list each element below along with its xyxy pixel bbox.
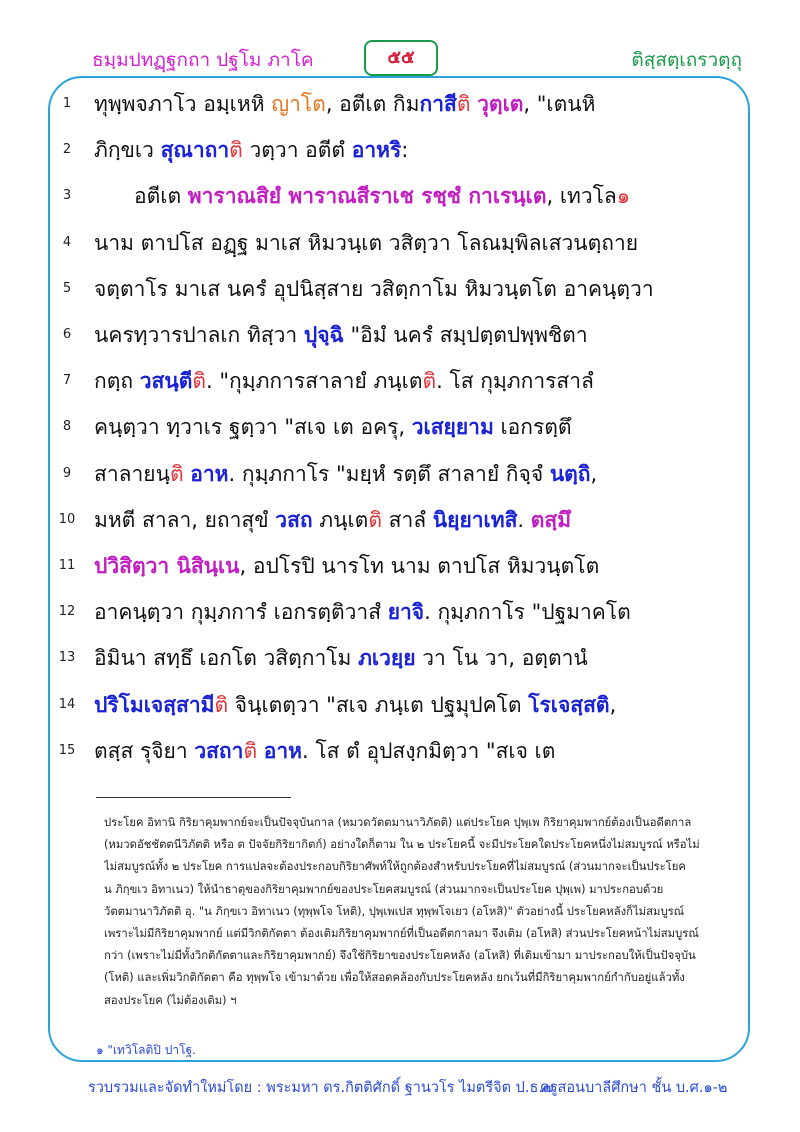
line-number: 9 (62, 465, 72, 481)
text-line (0, 358, 800, 404)
line-number: 5 (62, 280, 72, 296)
text-segment: ทุพฺพจภาโว อมฺเหหิ (94, 92, 272, 116)
text-segment: ภนฺเต (312, 507, 369, 532)
text-segment: อาห (263, 738, 303, 763)
footnote-line: (หมวดอัชชัตตนีวิภัตติ หรือ ต ปัจจัยกิริยากิตก์) อย่างใดก็ตาม ใน ๒ ประโยคนี้ จะมีประโยคใดประโยคหนึ่งไม่สมบูรณ์ หรือไม่ (104, 838, 700, 852)
text-line (0, 266, 800, 312)
line-text (94, 682, 746, 728)
line-number: 3 (62, 188, 72, 204)
text-line (0, 451, 800, 497)
line-number: 10 (58, 511, 76, 527)
text-segment: วสถ (275, 507, 313, 532)
text-line (0, 220, 800, 266)
footnote-separator (96, 797, 291, 798)
text-segment: "อิมํ นครํ สมฺปตฺตปพฺพชิตา (343, 323, 588, 347)
text-segment: สาลายนฺ (94, 461, 170, 486)
footnote-line: วัตตมานาวิภัตติ อุ. "น ภิกฺขเว อิทาเนว (ทุพฺพโจ โหติ), ปุพฺเพเปส ทุพฺพโจเยว (อโหสิ)" ตัวอย่างนี้ ประโยคหลังก็ไม่สมบูรณ์ (104, 904, 685, 918)
text-segment: สาลํ (381, 507, 433, 532)
text-line (0, 635, 800, 681)
line-text (94, 127, 746, 173)
header-left-title: ธมฺมปทฏฺฐกถา ปฐโม ภาโค (92, 49, 314, 71)
text-segment: วตฺวา อตีตํ (242, 138, 352, 163)
text-segment: , (590, 461, 598, 486)
text-segment: สุณาถา (160, 138, 230, 163)
text-segment: อตีเต (94, 184, 188, 209)
header-right-title: ติสฺสตฺเถรวตฺถุ (631, 49, 742, 71)
text-segment: ญาโต (271, 92, 326, 116)
text-segment: อาหริ (351, 138, 402, 163)
text-segment: ติ (243, 738, 258, 763)
text-segment: ภเวยฺย (358, 646, 416, 671)
text-segment: . กุมฺภกาโร "มยฺหํ รตฺตึ สาลายํ กิจฺจํ (228, 461, 550, 486)
text-segment: อิมินา สทฺธึ เอกโต วสิตฺกาโม (94, 646, 359, 671)
text-segment: ปวิสิตฺวา นิสินฺเน (94, 554, 240, 578)
footer-compiler: รวบรวมและจัดทำใหม่โดย : พระมหา ดร.กิตติศักดิ์ ฐานวโร ไมตรีจิต ป.ธ.๗ (88, 1080, 554, 1096)
text-segment: ติ (214, 692, 229, 717)
footnote-line: ไม่สมบูรณ์ทั้ง ๒ ประโยค การแปลจะต้องประกอบกิริยาศัพท์ให้ถูกต้องสำหรับประโยคที่ไม่สมบูรณ์ (ส่วนมากจะเป็นประโยค (104, 860, 686, 874)
line-text (94, 404, 746, 450)
line-text (94, 589, 746, 635)
text-line (0, 497, 800, 543)
text-segment: ติ (229, 138, 243, 163)
footnote-line: (โหติ) และเพิ่มวิกติกัตตา คือ ทุพฺพโจ เข้ามาด้วย เพื่อให้สอดคล้องกับประโยคหลัง ยกเว้นที่มีกิริยาคุมพากย์กำกับอยู่แล้วทั้ง (104, 971, 685, 985)
line-number: 8 (62, 419, 72, 435)
footer-course: ครูสอนบาลีศึกษา ชั้น บ.ศ.๑-๒ (540, 1080, 728, 1096)
text-segment: นตฺถิ (549, 461, 591, 486)
line-number: 11 (58, 558, 76, 573)
line-number: 1 (62, 96, 72, 111)
text-segment: นาม ตาปโส อฏฺฐ มาเส หิมวนฺเต วสิตฺวา โลณมฺพิลเสวนตฺถาย (94, 230, 639, 255)
line-text (94, 266, 746, 312)
line-text (94, 635, 746, 681)
text-line (0, 81, 800, 127)
text-segment: มหตี สาลา, ยถาสุขํ (94, 507, 276, 532)
text-segment: ติ (422, 369, 437, 394)
line-number: 4 (62, 234, 72, 250)
text-segment: วเสยฺยาม (411, 415, 494, 440)
text-segment: , อปโรปิ นารโท นาม ตาปโส หิมวนฺตโต (239, 554, 600, 578)
text-segment (257, 739, 264, 763)
text-segment: พาราณสิยํ พาราณสีราเช รชฺชํ กาเรนฺเต (187, 184, 547, 209)
footnote-line: ประโยค อิทานิ กิริยาคุมพากย์จะเป็นปัจจุบันกาล (หมวดวัตตมานาวิภัตติ) แต่ประโยค ปุพฺเพ กิริยาคุมพากย์ต้องเป็นอดีตกาล (104, 816, 692, 829)
text-segment: ตสฺส รุจิยา (94, 738, 195, 763)
text-segment: คนฺตฺวา ทฺวาเร ฐตฺวา "สเจ เต อครุ, (94, 415, 412, 440)
text-segment: ภิกฺขเว (94, 138, 161, 163)
text-line (0, 173, 800, 219)
line-text (94, 451, 746, 497)
text-line (0, 728, 800, 774)
line-number: 6 (62, 327, 72, 342)
line-text (94, 728, 746, 774)
footnote-variant-reading: ๑ "เทวิโลติปิ ปาโฐ. (96, 1043, 196, 1057)
text-segment: จตฺตาโร มาเส นครํ อุปนิสฺสาย วสิตฺกาโม หิมวนฺตโต อาคนฺตฺวา (94, 276, 654, 301)
text-segment: ติ (169, 461, 184, 486)
line-number: 7 (62, 373, 72, 389)
footnote (104, 812, 730, 1012)
text-segment: ยาจิ (387, 600, 425, 625)
text-segment: นครทฺวารปาลเก ทิสฺวา (94, 323, 304, 347)
text-segment: วสถา (194, 738, 244, 763)
text-segment: โรเจสฺสติ (528, 692, 610, 717)
text-segment: , เทวโล (546, 184, 617, 209)
text-line (0, 682, 800, 728)
line-text (94, 358, 746, 404)
line-text (94, 173, 746, 219)
footnote-line: สองประโยค (ไม่ต้องเติม) ฯ (104, 993, 237, 1007)
line-number: 15 (58, 742, 76, 758)
line-text (94, 220, 746, 266)
text-segment: . กุมฺภกาโร "ปฐมาคโต (424, 600, 631, 625)
text-segment: นิยฺยาเทสิ (432, 507, 518, 532)
text-segment: วา โน วา, อตฺตานํ (415, 646, 588, 671)
text-segment: กาสี (419, 92, 457, 116)
text-segment: วุตฺเต (477, 92, 524, 116)
text-line (0, 589, 800, 635)
text-line (0, 543, 800, 589)
text-segment: ติ (456, 92, 471, 116)
text-segment: ตสฺมึ (530, 507, 572, 532)
footnote-line: กว่า (เพราะไม่มีทั้งวิกติกัตตาและกิริยาคุมพากย์) จึงใช้กิริยาของประโยคหลัง (อโหสิ) ที่เติมเข้ามา มาประกอบให้เป็นปัจจุบัน (104, 949, 696, 963)
text-segment: อาคนฺตฺวา กุมฺภการํ เอกรตฺติวาสํ (94, 600, 388, 625)
text-segment: . (517, 507, 531, 532)
text-segment: อาห (190, 461, 229, 486)
line-number: 12 (58, 604, 76, 620)
text-segment: , อตีเต กิม (325, 92, 420, 116)
text-line (0, 312, 800, 358)
text-segment: วสนฺตี (139, 369, 193, 394)
line-text (94, 81, 746, 127)
text-segment: กตฺถ (94, 369, 140, 394)
line-number: 14 (58, 696, 76, 712)
text-segment: : (401, 138, 409, 163)
text-line (0, 127, 800, 173)
line-text (94, 543, 746, 589)
line-text (94, 312, 746, 358)
text-segment: ๑ (616, 184, 631, 209)
text-segment: . โส ตํ อุปสงฺกมิตฺวา "สเจ เต (302, 738, 556, 763)
text-segment: , "เตนหิ (523, 92, 596, 116)
text-segment: . "กุมฺภการสาลายํ ภนฺเต (206, 369, 423, 394)
footnote-line: เพราะไม่มีกิริยาคุมพากย์ แต่มีวิกติกัตตา ต้องเติมกิริยาคุมพากย์ที่เป็นอดีตกาลมา จึงเติม (อโหสิ) ส่วนประโยคหน้าไม่สมบูรณ์ (104, 927, 699, 941)
page-number-badge: ๕๕ (364, 40, 438, 76)
footnote-line: น ภิกฺขเว อิทาเนว) ให้นำธาตุของกิริยาคุมพากย์ของประโยคสมบูรณ์ (ส่วนมากจะเป็นประโยค ปุพฺเพ) มาประกอบด้วย (104, 882, 664, 896)
text-segment: , (609, 692, 617, 717)
line-number: 2 (62, 142, 72, 158)
line-text (94, 497, 746, 543)
text-segment: ติ (368, 507, 382, 532)
text-segment: . โส กุมฺภการสาลํ (436, 369, 594, 394)
line-number: 13 (58, 650, 76, 666)
text-line (0, 404, 800, 450)
text-segment: จินฺเตตฺวา "สเจ ภนฺเต ปฐมุปคโต (228, 692, 529, 717)
text-segment: ติ (192, 369, 206, 394)
text-segment: ปริโมเจสฺสามี (94, 692, 215, 717)
text-segment: เอกรตฺตึ (493, 415, 572, 440)
text-segment: ปุจฺฉิ (303, 323, 344, 347)
